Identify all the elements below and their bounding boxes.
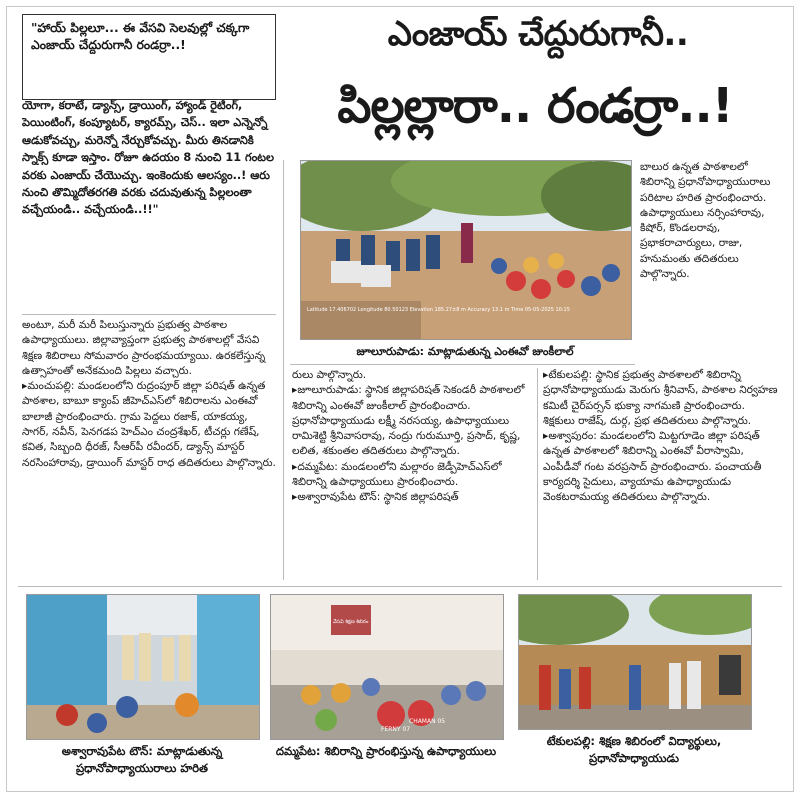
- photo-middle-svg: [271, 595, 503, 739]
- col2-bullet-julurupadu: ▸ జూలూరుపాడు: స్థానిక జిల్లాపరిషత్ సెకండరీ పాఠశాలలో శిబిరాన్ని ఎంఈవో జుంకీలాల్ ప్రారంభించారు. ప్రధానోపాధ్యాయుడు లక్ష్మీ నరసయ్య, ఉపాధ్యాయులు రామిశెట్టి శ్రీనివాసరావు, నంద్రు గురుమూర్తి, ప్రసాద్, కృష్ణ, లలిత, శకుంతల తదితరులు పాల్గొన్నారు.: [292, 383, 532, 459]
- photo-middle-caption: దమ్మపేట: శిబిరాన్ని ప్రారంభిస్తున్న ఉపాధ్యాయులు: [275, 744, 497, 758]
- center-photo: [300, 160, 632, 340]
- col2-bullet-dammapeta: ▸ దమ్మపేట: మండలంలోని మల్లారం జెడ్పీహెచ్ఎస్‌లో శిబిరాన్ని ఉపాధ్యాయులు ప్రారంభించారు.: [292, 460, 532, 491]
- photo-row-rule: [18, 586, 782, 587]
- column-1: [22, 318, 276, 576]
- col3-bullet-tekulapalli: ▸ టేకులపల్లి: స్థానిక ప్రభుత్వ పాఠశాలలో శిబిరాన్ని ప్రధానోపాధ్యాయుడు మెరుగు శ్రీనివాస్, పాఠశాల నిర్వహణ కమిటీ చైర్‌పర్సన్ భుక్యా నాగమణి ప్రారంభించారు. శిక్షకులు రాజేష్, దుర్గ, ప్రభ తదితరులు పాల్గొన్నారు.: [543, 368, 780, 429]
- col2-bullet-ashwaraopeta: ▸ అశ్వారావుపేట టౌన్: స్థానిక జిల్లాపరిషత్: [292, 490, 532, 505]
- photo-right-svg: [519, 595, 751, 729]
- shirt-number-1: FERNY 07: [381, 726, 411, 733]
- photo-left-svg: [27, 595, 259, 739]
- headline-line1: ఎంజాయ్ చేద్దురుగానీ..: [387, 14, 689, 54]
- col2-body: రులు పాల్గొన్నారు.: [292, 369, 367, 381]
- col3-top-body: బాలుర ఉన్నత పాఠశాలలో శిబిరాన్ని ప్రధానోపాధ్యాయురాలు పరిటాల హరిత ప్రారంభించారు. ఉపాధ్యాయులు నర్సింహారావు, కిషోర్, కొండలరావు, ప్రభాకరాచార్యులు, రాజు, హనుమంతు తదితరులు పాల్గొన్నారు.: [640, 161, 771, 281]
- column-rule-1: [283, 160, 284, 580]
- photo-right-caption: టేకులపల్లి: శిక్షణ శిబిరంలో విద్యార్థులు, ప్రధానోపాధ్యాయుడు: [546, 734, 722, 765]
- photo-left: [26, 594, 260, 740]
- column-2: [292, 368, 532, 580]
- col1-body: అంటూ, మరీ మరీ పిలుస్తున్నారు ప్రభుత్వ పాఠశాల ఉపాధ్యాయులు. జిల్లావ్యాప్తంగా ప్రభుత్వ పాఠశాలల్లో వేసవి శిక్షణ శిబిరాలు సోమవారం ప్రారంభమయ్యాయి. ఉరకలేస్తున్న ఉత్సాహంతో అనేకమంది పిల్లలు వచ్చారు.: [22, 319, 266, 377]
- photo-right: [518, 594, 752, 730]
- column-rule-2: [537, 368, 538, 580]
- banner-text: వేసవి శిక్షణ శిబిరం: [333, 619, 369, 625]
- headline-line2: పిల్లల్లారా.. రండర్రా..!: [337, 78, 733, 134]
- center-photo-caption: జూలూరుపాడు: మాట్లాడుతున్న ఎంఈవో జుంకీలాల్: [356, 345, 574, 358]
- center-photo-svg: [301, 161, 631, 339]
- shirt-number-2: CHAMAN 05: [409, 718, 446, 725]
- center-caption-rule: [290, 364, 635, 365]
- col1-bullet-manchupalli: ▸ మంచుపల్లి: మండలంలోని రుద్రంపూర్ జిల్లా పరిషత్ ఉన్నత పాఠశాల, బాబూ క్యాంప్ జీహెచ్ఎస్‌లో శిబిరాలను ఎంఈవో బాలాజీ ప్రారంభించారు. గ్రామ పెద్దలు రజాక్, యాకయ్య, సాగర్, నవీన్, పెనగడప హెచ్ఎం చంద్రశేఖర్, టీచర్లు గణేష్, కవిత, సిబ్బంది ధీరజ్, సీఆర్‌పీ రవీందర్, డ్యాన్స్ మాస్టర్ నరసింహారావు, డ్రాయింగ్ మాస్టర్ రాధ తదితరులు పాల్గొన్నారు.: [22, 379, 276, 471]
- photo-middle: [270, 594, 504, 740]
- intro-divider: [22, 314, 276, 315]
- column-3-top: [640, 160, 780, 368]
- column-3: [543, 368, 780, 584]
- intro-paragraph: యోగా, కరాటే, డ్యాన్స్, డ్రాయింగ్, హ్యాండ్ రైటింగ్, పెయింటింగ్, కంప్యూటర్, క్యారమ్స్, చెస్.. ఇలా ఎన్నెన్నో ఆడుకోవచ్చు, మరెన్నో నేర్చుకోవచ్చు. మీరు తినడానికి స్నాక్స్ కూడా ఇస్తాం. రోజూ ఉదయం 8 నుంచి 11 గంటల వరకు ఎంజాయ్ చేయొచ్చు. ఇంకెందుకు ఆలస్యం..! ఆరు నుంచి తొమ్మిదోతరగతి వరకు చదువుతున్న పిల్లలంతా వచ్చేయండి.. వచ్చేయండి..!!": [22, 99, 275, 217]
- lead-quote-box: "హాయ్ పిల్లలూ... ఈ వేసవి సెలవుల్లో చక్కగా ఎంజాయ్ చేద్దురుగానీ రండర్రా..!: [22, 14, 276, 100]
- col3-bullet-ashwapuram: ▸ అశ్వాపురం: మండలంలోని మిట్టగూడెం జిల్లా పరిషత్ ఉన్నత పాఠశాలలో శిబిరాన్ని ఎంఈవో వీరాస్వామి, ఎంపీడీవో గంట వరప్రసాద్ ప్రారంభించారు. పంచాయతీ కార్యదర్శి సైదులు, వ్యాయామ ఉపాధ్యాయుడు వెంకటరామయ్య తదితరులు పాల్గొన్నారు.: [543, 429, 780, 505]
- geo-stamp: Latitude 17.406702 Longitude 80.50123 Elevation 185.27±8 m Accuracy 13.1 m Time 05-05-2025 10:15: [307, 307, 570, 313]
- photo-left-caption: అశ్వారావుపేట టౌన్: మాట్లాడుతున్న ప్రధానోపాధ్యాయురాలు హరిత: [61, 744, 223, 775]
